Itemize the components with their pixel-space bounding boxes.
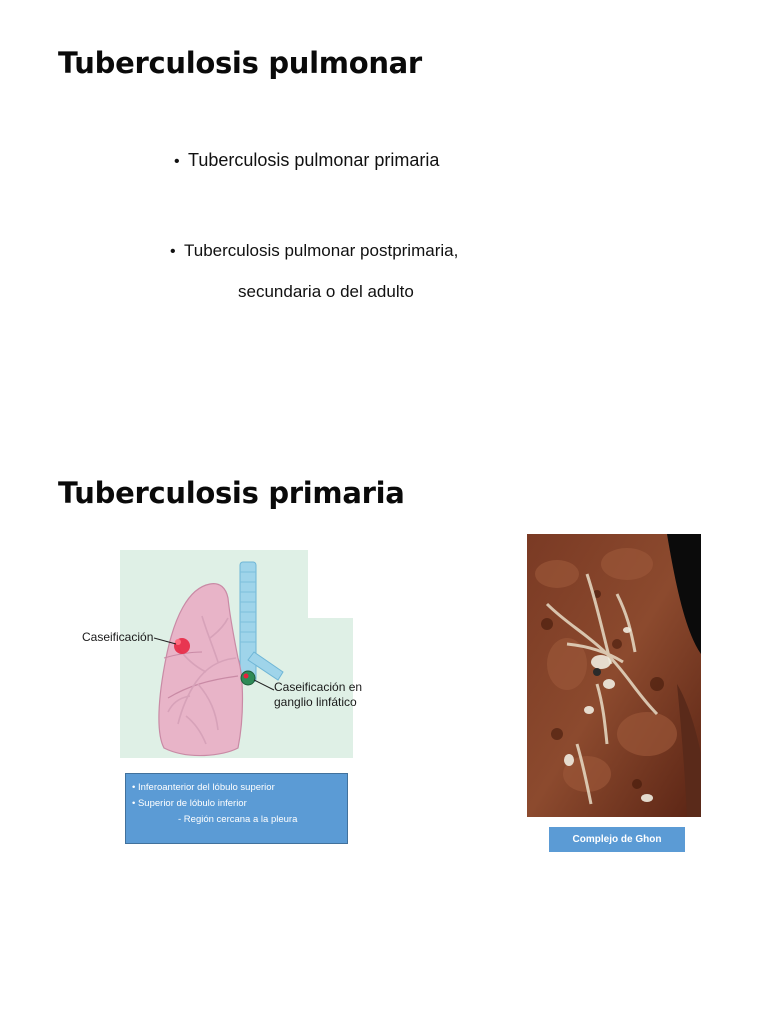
lung-illustration bbox=[78, 548, 368, 763]
pathology-specimen-image bbox=[527, 534, 701, 817]
ghon-complex-photo bbox=[527, 534, 701, 817]
bullet-item bbox=[170, 241, 458, 261]
slide-tuberculosis-pulmonar bbox=[0, 0, 768, 440]
bullet-text: Tuberculosis pulmonar postprimaria, bbox=[184, 241, 459, 260]
bullet-continuation: secundaria o del adulto bbox=[238, 282, 414, 301]
slide-title: Tuberculosis pulmonar bbox=[58, 46, 422, 80]
location-info-box bbox=[125, 773, 348, 844]
lymph-node-caseification-label: Caseificación en ganglio linfático bbox=[274, 680, 363, 709]
info-line: - Región cercana a la pleura bbox=[178, 814, 298, 825]
info-line bbox=[132, 780, 341, 796]
bullet-glyph: • bbox=[132, 782, 136, 793]
slide-title: Tuberculosis primaria bbox=[58, 476, 405, 510]
info-text: Inferoanterior del lóbulo superior bbox=[137, 782, 275, 793]
bullet-glyph: • bbox=[170, 243, 176, 260]
lymph-node-icon bbox=[241, 671, 255, 685]
bullet-text: Tuberculosis pulmonar primaria bbox=[188, 150, 440, 170]
bullet-item bbox=[174, 150, 439, 171]
lung-diagram bbox=[78, 548, 368, 763]
info-text: Superior de lóbulo inferior bbox=[137, 798, 247, 809]
photo-caption: Complejo de Ghon bbox=[549, 827, 685, 852]
slide-tuberculosis-primaria bbox=[0, 440, 768, 1024]
info-line bbox=[132, 796, 341, 812]
bullet-glyph: • bbox=[174, 153, 180, 170]
bullet-glyph: • bbox=[132, 798, 136, 809]
caseification-label: Caseificación bbox=[82, 630, 154, 644]
